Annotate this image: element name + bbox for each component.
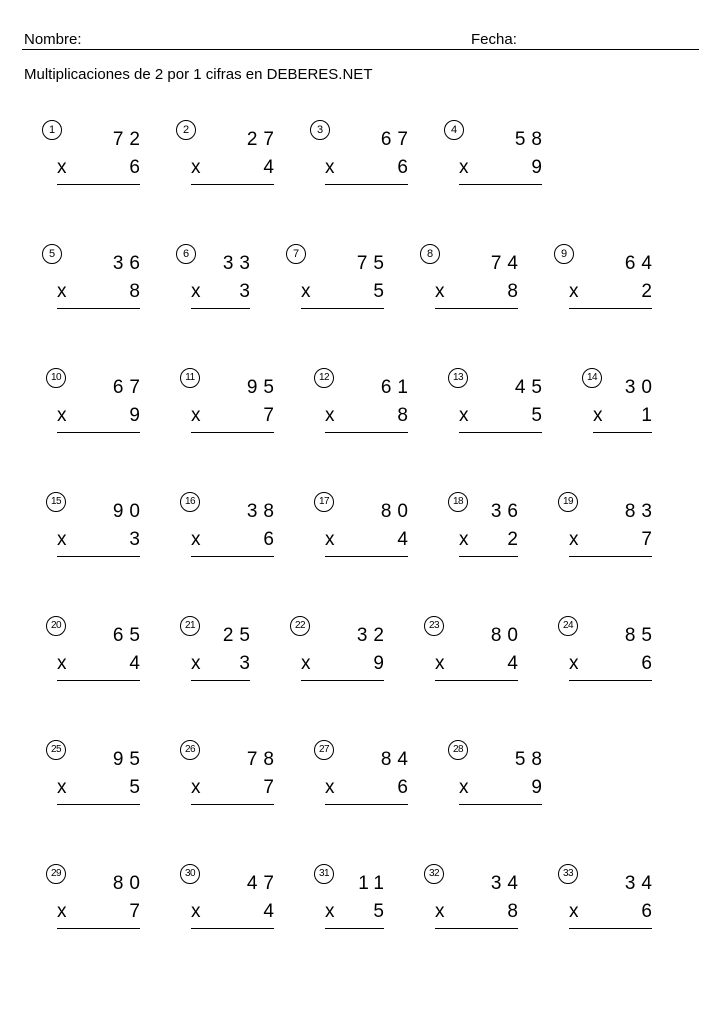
multiplicand: 90 [112,501,146,522]
problem-number-badge: 1 [42,120,62,140]
problem-18 [448,492,524,562]
times-sign: x [435,653,445,674]
problem-number-badge: 5 [42,244,62,264]
problem-number-badge: 26 [180,740,200,760]
problem-number-badge: 32 [424,864,444,884]
multiplier: 4 [129,653,140,674]
multiplicand: 30 [624,377,658,398]
problem-number-badge: 2 [176,120,196,140]
answer-line [57,308,140,309]
problem-number-badge: 4 [444,120,464,140]
times-sign: x [191,777,201,798]
times-sign: x [325,777,335,798]
problem-28 [448,740,548,810]
multiplier: 6 [641,653,652,674]
problem-number-badge: 29 [46,864,66,884]
multiplicand: 74 [490,253,524,274]
times-sign: x [459,157,469,178]
problem-number-badge: 24 [558,616,578,636]
problem-number-badge: 23 [424,616,444,636]
problem-9 [554,244,658,314]
answer-line [57,432,140,433]
problem-15 [46,492,146,562]
times-sign: x [191,529,201,550]
answer-line [325,928,384,929]
problem-12 [314,368,414,438]
problem-14 [582,368,658,438]
multiplier: 6 [263,529,274,550]
times-sign: x [57,157,67,178]
multiplicand: 67 [380,129,414,150]
multiplier: 7 [263,405,274,426]
times-sign: x [191,281,201,302]
multiplier: 7 [129,901,140,922]
multiplicand: 34 [490,873,524,894]
problem-13 [448,368,548,438]
multiplier: 1 [641,405,652,426]
times-sign: x [301,653,311,674]
multiplier: 3 [239,281,250,302]
multiplicand: 34 [624,873,658,894]
problem-31 [314,864,390,934]
answer-line [57,804,140,805]
times-sign: x [57,405,67,426]
problem-20 [46,616,146,686]
multiplier: 5 [129,777,140,798]
answer-line [325,556,408,557]
times-sign: x [301,281,311,302]
multiplier: 3 [239,653,250,674]
problem-number-badge: 17 [314,492,334,512]
multiplier: 5 [373,281,384,302]
multiplier: 6 [397,777,408,798]
times-sign: x [57,281,67,302]
answer-line [435,928,518,929]
multiplier: 4 [507,653,518,674]
problem-29 [46,864,146,934]
problem-number-badge: 18 [448,492,468,512]
multiplier: 8 [129,281,140,302]
problem-number-badge: 19 [558,492,578,512]
multiplicand: 85 [624,625,658,646]
problem-number-badge: 22 [290,616,310,636]
answer-line [191,432,274,433]
times-sign: x [459,405,469,426]
multiplier: 4 [263,157,274,178]
answer-line [459,804,542,805]
times-sign: x [57,901,67,922]
answer-line [459,184,542,185]
multiplicand: 80 [380,501,414,522]
problem-number-badge: 20 [46,616,66,636]
problem-4 [444,120,548,190]
multiplier: 4 [263,901,274,922]
multiplier: 9 [531,777,542,798]
problem-number-badge: 25 [46,740,66,760]
answer-line [569,680,652,681]
multiplier: 8 [507,901,518,922]
multiplier: 5 [531,405,542,426]
answer-line [569,556,652,557]
answer-line [435,308,518,309]
multiplier: 9 [373,653,384,674]
problem-33 [558,864,658,934]
multiplicand: 27 [246,129,280,150]
problem-26 [180,740,280,810]
problem-7 [286,244,390,314]
problem-25 [46,740,146,810]
times-sign: x [569,281,579,302]
answer-line [459,556,518,557]
problem-21 [180,616,256,686]
times-sign: x [57,777,67,798]
problem-3 [310,120,414,190]
times-sign: x [325,157,335,178]
multiplicand: 80 [112,873,146,894]
multiplicand: 36 [112,253,146,274]
problem-number-badge: 33 [558,864,578,884]
problem-number-badge: 8 [420,244,440,264]
answer-line [301,680,384,681]
multiplicand: 65 [112,625,146,646]
problem-23 [424,616,524,686]
problem-2 [176,120,280,190]
multiplicand: 78 [246,749,280,770]
multiplier: 2 [641,281,652,302]
multiplier: 6 [641,901,652,922]
times-sign: x [459,777,469,798]
problem-number-badge: 11 [180,368,200,388]
answer-line [325,804,408,805]
answer-line [569,928,652,929]
problem-17 [314,492,414,562]
multiplicand: 80 [490,625,524,646]
problem-number-badge: 9 [554,244,574,264]
multiplier: 7 [263,777,274,798]
problem-6 [176,244,256,314]
multiplier: 6 [129,157,140,178]
multiplier: 8 [397,405,408,426]
multiplier: 9 [531,157,542,178]
multiplicand: 72 [112,129,146,150]
problem-number-badge: 6 [176,244,196,264]
answer-line [191,184,274,185]
multiplicand: 95 [246,377,280,398]
times-sign: x [325,405,335,426]
problem-number-badge: 28 [448,740,468,760]
problem-5 [42,244,146,314]
multiplicand: 67 [112,377,146,398]
answer-line [57,184,140,185]
multiplier: 9 [129,405,140,426]
problem-number-badge: 21 [180,616,200,636]
times-sign: x [569,653,579,674]
multiplier: 5 [373,901,384,922]
problem-number-badge: 15 [46,492,66,512]
multiplicand: 11 [358,873,390,894]
times-sign: x [57,529,67,550]
multiplier: 3 [129,529,140,550]
times-sign: x [435,901,445,922]
problem-30 [180,864,280,934]
answer-line [191,308,250,309]
multiplicand: 32 [356,625,390,646]
multiplicand: 25 [222,625,256,646]
multiplier: 2 [507,529,518,550]
multiplicand: 33 [222,253,256,274]
answer-line [325,432,408,433]
answer-line [459,432,542,433]
multiplicand: 58 [514,749,548,770]
multiplier: 7 [641,529,652,550]
multiplicand: 58 [514,129,548,150]
problem-number-badge: 7 [286,244,306,264]
times-sign: x [325,901,335,922]
multiplicand: 38 [246,501,280,522]
multiplicand: 84 [380,749,414,770]
answer-line [191,556,274,557]
answer-line [325,184,408,185]
problem-22 [290,616,390,686]
multiplier: 4 [397,529,408,550]
multiplicand: 95 [112,749,146,770]
answer-line [593,432,652,433]
problem-number-badge: 13 [448,368,468,388]
times-sign: x [191,653,201,674]
answer-line [57,928,140,929]
times-sign: x [325,529,335,550]
answer-line [191,680,250,681]
times-sign: x [459,529,469,550]
multiplicand: 83 [624,501,658,522]
times-sign: x [435,281,445,302]
multiplicand: 47 [246,873,280,894]
name-label: Nombre: [24,31,82,48]
problem-1 [42,120,146,190]
problem-10 [46,368,146,438]
times-sign: x [569,529,579,550]
problem-24 [558,616,658,686]
problem-27 [314,740,414,810]
problem-8 [420,244,524,314]
multiplicand: 45 [514,377,548,398]
multiplicand: 64 [624,253,658,274]
problem-number-badge: 16 [180,492,200,512]
multiplier: 8 [507,281,518,302]
times-sign: x [57,653,67,674]
multiplicand: 36 [490,501,524,522]
header-rule [22,49,699,50]
problem-number-badge: 27 [314,740,334,760]
answer-line [569,308,652,309]
answer-line [435,680,518,681]
answer-line [57,680,140,681]
times-sign: x [191,157,201,178]
multiplicand: 61 [380,377,414,398]
problem-19 [558,492,658,562]
problem-number-badge: 3 [310,120,330,140]
answer-line [191,804,274,805]
problem-number-badge: 12 [314,368,334,388]
times-sign: x [593,405,603,426]
problem-number-badge: 14 [582,368,602,388]
answer-line [191,928,274,929]
date-label: Fecha: [471,31,517,48]
problem-32 [424,864,524,934]
worksheet-subtitle: Multiplicaciones de 2 por 1 cifras en DEBERES.NET [24,66,373,83]
times-sign: x [569,901,579,922]
problem-16 [180,492,280,562]
problem-11 [180,368,280,438]
problem-number-badge: 30 [180,864,200,884]
problem-number-badge: 10 [46,368,66,388]
problem-number-badge: 31 [314,864,334,884]
multiplicand: 75 [356,253,390,274]
answer-line [57,556,140,557]
multiplier: 6 [397,157,408,178]
times-sign: x [191,901,201,922]
times-sign: x [191,405,201,426]
answer-line [301,308,384,309]
